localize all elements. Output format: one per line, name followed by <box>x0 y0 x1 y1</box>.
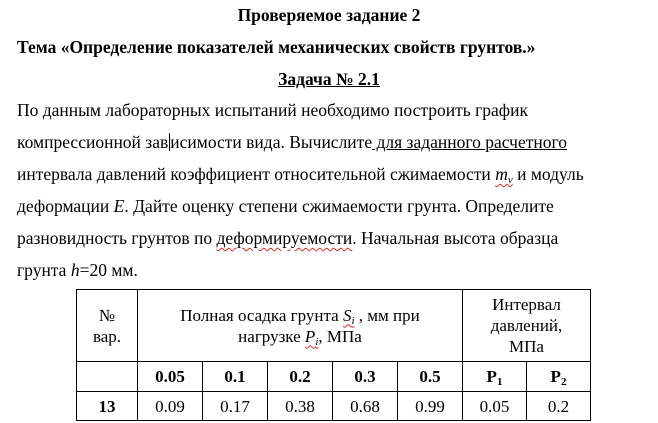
header-text: Полная осадка грунта <box>180 305 343 325</box>
paragraph-text: =20 мм. <box>79 260 138 280</box>
task-title: Задача № 2.1 <box>278 69 380 89</box>
interval-header-line: давлений, <box>490 316 563 335</box>
load-cell: 0.5 <box>398 362 463 392</box>
value-cell: 0.68 <box>333 392 398 421</box>
h-symbol: h <box>70 260 80 280</box>
paragraph-text: для заданного расчетного <box>372 132 567 152</box>
variant-cell: 13 <box>77 392 138 421</box>
p2-value: 0.2 <box>527 392 591 421</box>
m-letter: m <box>495 164 508 184</box>
mv-symbol <box>495 164 513 184</box>
paragraph-line-1 <box>17 100 528 120</box>
value-cell: 0.99 <box>398 392 463 421</box>
empty-cell <box>77 362 138 392</box>
paragraph-line-5 <box>17 228 558 248</box>
value-cell: 0.09 <box>138 392 203 421</box>
paragraph-text: и модуль <box>512 164 584 184</box>
load-row <box>77 362 591 392</box>
interval-header-line: МПа <box>509 337 544 356</box>
paragraph-line-6 <box>17 260 138 280</box>
e-symbol: E <box>113 196 125 216</box>
pi-symbol <box>305 327 318 346</box>
table-row <box>77 392 591 421</box>
value-cell: 0.17 <box>203 392 268 421</box>
p1-subscript: 1 <box>496 376 503 388</box>
header-text: нагрузке <box>238 326 305 346</box>
paragraph-text: грунта <box>17 260 71 280</box>
load-cell: 0.1 <box>203 362 268 392</box>
load-cell: 0.05 <box>138 362 203 392</box>
settlement-header-line-2 <box>138 326 462 347</box>
spellcheck-word: деформируемости <box>216 228 353 248</box>
i-subscript: i <box>351 314 355 327</box>
p-letter: P <box>304 326 316 346</box>
paragraph-text: деформации <box>17 196 114 216</box>
paragraph-text: По данным лабораторных испытаний необходимо построить график <box>17 100 528 120</box>
interval-header-line: Интервал <box>492 295 561 314</box>
data-table <box>76 289 591 421</box>
s-letter: S <box>342 305 352 325</box>
load-cell: 0.2 <box>268 362 333 392</box>
settlement-header-line-1 <box>138 305 462 326</box>
assignment-title: Проверяемое задание 2 <box>237 5 421 25</box>
si-symbol <box>343 306 355 325</box>
paragraph-text: . Дайте оценку степени сжимаемости грунта. Определите <box>124 196 554 216</box>
p-letter: P <box>550 367 561 386</box>
paragraph-text: исимости вида. Вычислите <box>170 132 373 152</box>
v-subscript: v <box>507 174 513 186</box>
interval-header <box>463 290 591 362</box>
paragraph-text: разновидность грунтов по <box>17 228 217 248</box>
p2-header <box>527 362 591 392</box>
p1-value: 0.05 <box>463 392 527 421</box>
table-header-row <box>77 290 591 362</box>
paragraph-line-4 <box>17 196 554 216</box>
header-text: , мм при <box>354 305 420 325</box>
variant-header <box>77 290 138 362</box>
topic-title: Тема «Определение показателей механических свойств грунтов.» <box>17 37 536 57</box>
value-cell: 0.38 <box>268 392 333 421</box>
p-letter: P <box>486 367 497 386</box>
paragraph-text: компрессионной зав <box>17 132 169 152</box>
p1-header <box>463 362 527 392</box>
variant-header-line: № <box>98 305 116 325</box>
paragraph-text: интервала давлений коэффициент относительной сжимаемости <box>17 164 496 184</box>
variant-header-line: вар. <box>92 326 122 346</box>
load-cell: 0.3 <box>333 362 398 392</box>
header-text: , МПа <box>318 326 362 346</box>
paragraph-line-2 <box>17 132 567 152</box>
p2-subscript: 2 <box>560 376 567 388</box>
paragraph-text: . Начальная высота образца <box>352 228 559 248</box>
settlement-header <box>138 290 463 362</box>
paragraph-line-3 <box>17 164 584 184</box>
i-subscript: i <box>315 335 319 348</box>
